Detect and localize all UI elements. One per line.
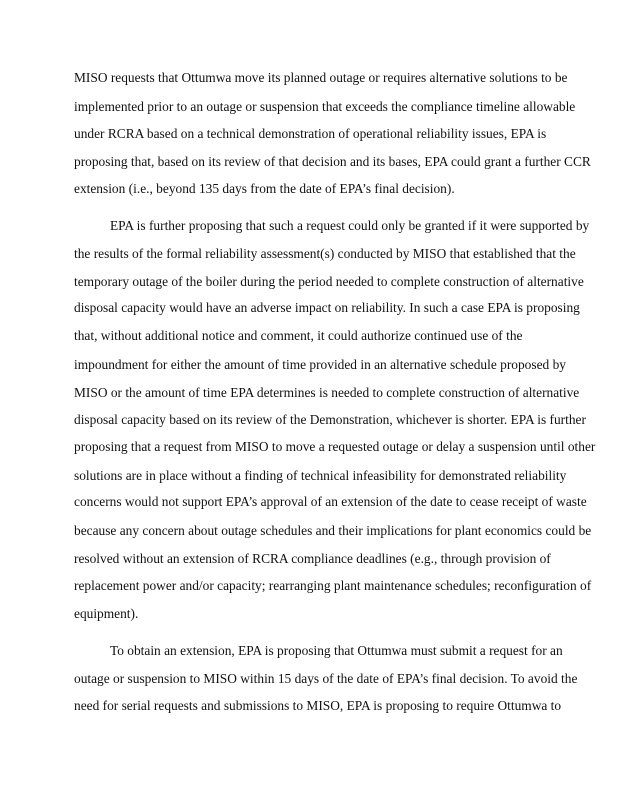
paragraph-line: resolved without an extension of RCRA compliance deadlines (e.g., through provision of bbox=[74, 551, 551, 566]
paragraph-line: EPA is further proposing that such a request could only be granted if it were supported by bbox=[110, 218, 590, 233]
paragraph-line: impoundment for either the amount of time provided in an alternative schedule proposed by bbox=[74, 357, 566, 372]
paragraph-line: need for serial requests and submissions to MISO, EPA is proposing to require Ottumwa to bbox=[74, 698, 562, 713]
paragraph-line: the results of the formal reliability assessment(s) conducted by MISO that established that the bbox=[74, 246, 576, 261]
paragraph-line: solutions are in place without a finding of technical infeasibility for demonstrated reliability bbox=[74, 468, 567, 483]
paragraph-line: because any concern about outage schedules and their implications for plant economics could be bbox=[74, 523, 592, 538]
paragraph-line: extension (i.e., beyond 135 days from the date of EPA’s final decision). bbox=[74, 181, 455, 196]
paragraph-line: concerns would not support EPA’s approval of an extension of the date to cease receipt of waste bbox=[74, 494, 587, 509]
paragraph-line: To obtain an extension, EPA is proposing that Ottumwa must submit a request for an bbox=[110, 643, 563, 658]
paragraph-line: proposing that, based on its review of that decision and its bases, EPA could grant a further CCR bbox=[74, 154, 591, 169]
paragraph-line: temporary outage of the boiler during the period needed to complete construction of alternative bbox=[74, 274, 584, 289]
paragraph-line: MISO or the amount of time EPA determines is needed to complete construction of alternative bbox=[74, 385, 580, 400]
paragraph-line: disposal capacity would have an adverse impact on reliability. In such a case EPA is proposing bbox=[74, 300, 580, 315]
paragraph-line: proposing that a request from MISO to move a requested outage or delay a suspension until other bbox=[74, 439, 596, 454]
paragraph-line: that, without additional notice and comment, it could authorize continued use of the bbox=[74, 328, 523, 343]
paragraph-line: equipment). bbox=[74, 606, 139, 621]
paragraph-line: MISO requests that Ottumwa move its planned outage or requires alternative solutions to be bbox=[74, 70, 568, 85]
paragraph-line: under RCRA based on a technical demonstration of operational reliability issues, EPA is bbox=[74, 126, 547, 141]
paragraph-line: implemented prior to an outage or suspension that exceeds the compliance timeline allowable bbox=[74, 99, 576, 114]
paragraph-line: replacement power and/or capacity; rearranging plant maintenance schedules; reconfiguration of bbox=[74, 578, 592, 593]
paragraph-line: outage or suspension to MISO within 15 days of the date of EPA’s final decision. To avoid the bbox=[74, 671, 578, 686]
paragraph-line: disposal capacity based on its review of the Demonstration, whichever is shorter. EPA is further bbox=[74, 412, 586, 427]
